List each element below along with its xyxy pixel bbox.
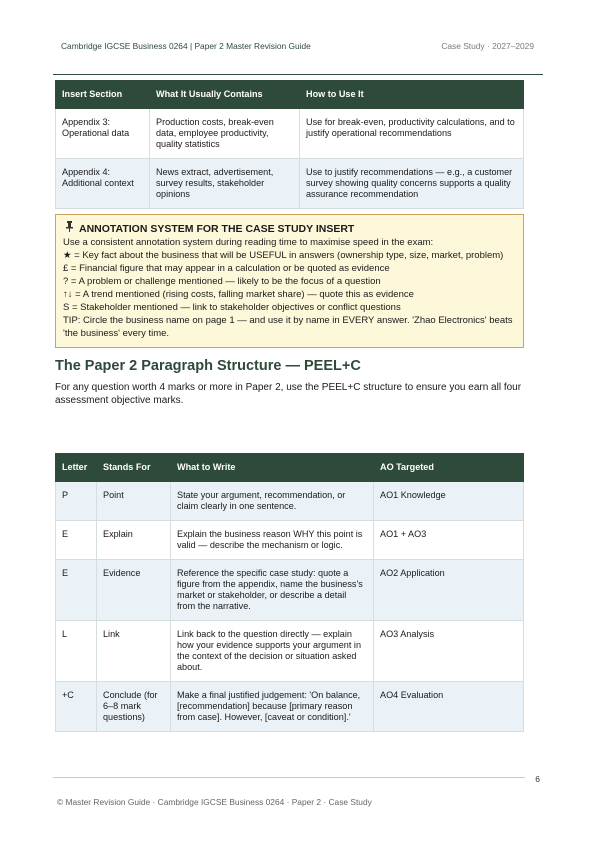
column-header: What to Write: [171, 454, 374, 482]
page-number: 6: [535, 774, 540, 784]
header-divider: [53, 74, 543, 75]
page-footer: © Master Revision Guide · Cambridge IGCSE Business 0264 · Paper 2 · Case Study: [57, 797, 372, 807]
page-header: [57, 37, 538, 53]
table-row: [56, 482, 524, 521]
table-cell: Appendix 4: Additional context: [56, 159, 150, 209]
table-cell: Make a final justified judgement: 'On balance, [recommendation] because [primary reason from case]. However, [caveat or condition].': [171, 682, 374, 732]
table-cell: L: [56, 621, 97, 682]
table-cell: Evidence: [97, 560, 171, 621]
table-cell: Point: [97, 482, 171, 521]
table-cell: Explain: [97, 521, 171, 560]
table-cell: Explain the business reason WHY this point is valid — describe the mechanism or logic.: [171, 521, 374, 560]
table-cell: AO1 + AO3: [374, 521, 524, 560]
table-cell: AO4 Evaluation: [374, 682, 524, 732]
section-title: The Paper 2 Paragraph Structure — PEEL+C: [55, 358, 361, 374]
table-cell: E: [56, 560, 97, 621]
header-subtitle: Case Study · 2027–2029: [441, 41, 534, 51]
annotation-callout: [55, 214, 524, 348]
table-cell: Appendix 3: Operational data: [56, 109, 150, 159]
table-cell: AO1 Knowledge: [374, 482, 524, 521]
table-cell: AO3 Analysis: [374, 621, 524, 682]
table-cell: AO2 Application: [374, 560, 524, 621]
table-row: [56, 682, 524, 732]
section-intro: For any question worth 4 marks or more in Paper 2, use the PEEL+C structure to ensure you earn all four assessment objective marks.: [55, 382, 522, 406]
table-cell: P: [56, 482, 97, 521]
table-row: [56, 109, 524, 159]
peel-structure-table: [55, 453, 524, 732]
column-header: Stands For: [97, 454, 171, 482]
table-cell: Production costs, break-even data, employee productivity, quality statistics: [150, 109, 300, 159]
table-cell: Conclude (for 6–8 mark questions): [97, 682, 171, 732]
table-cell: Use to justify recommendations — e.g., a customer survey showing quality concerns supports a quality assurance recommendation: [300, 159, 524, 209]
column-header: How to Use It: [300, 81, 524, 109]
column-header: Insert Section: [56, 81, 150, 109]
table-row: [56, 521, 524, 560]
table-cell: Reference the specific case study: quote a figure from the appendix, name the business's market or stakeholder, or describe a detail from the narrative.: [171, 560, 374, 621]
callout-line: £ = Financial figure that may appear in a calculation or be quoted as evidence: [63, 263, 390, 274]
table-cell: E: [56, 521, 97, 560]
insert-sections-table: [55, 80, 524, 209]
table-cell: State your argument, recommendation, or claim clearly in one sentence.: [171, 482, 374, 521]
callout-line: ↑↓ = A trend mentioned (rising costs, falling market share) — quote this as evidence: [63, 289, 414, 300]
footer-divider: [53, 777, 525, 778]
callout-line: S = Stakeholder mentioned — link to stakeholder objectives or conflict questions: [63, 302, 401, 313]
table-row: [56, 560, 524, 621]
callout-line: ? = A problem or challenge mentioned — likely to be the focus of a question: [63, 276, 381, 287]
table-row: [56, 159, 524, 209]
table-cell: Link: [97, 621, 171, 682]
table-cell: Use for break-even, productivity calculations, and to justify operational recommendations: [300, 109, 524, 159]
callout-title-row: [65, 221, 516, 236]
table-cell: News extract, advertisement, survey results, stakeholder opinions: [150, 159, 300, 209]
column-header: AO Targeted: [374, 454, 524, 482]
table-header-row: [56, 81, 524, 109]
callout-line: Use a consistent annotation system during reading time to maximise speed in the exam:: [63, 237, 434, 248]
header-title: Cambridge IGCSE Business 0264 | Paper 2 Master Revision Guide: [61, 41, 311, 51]
pushpin-icon: [65, 221, 79, 236]
column-header: Letter: [56, 454, 97, 482]
table-cell: +C: [56, 682, 97, 732]
column-header: What It Usually Contains: [150, 81, 300, 109]
callout-line: ★ = Key fact about the business that will be USEFUL in answers (ownership type, size, market, problem): [63, 250, 504, 261]
table-header-row: [56, 454, 524, 482]
table-row: [56, 621, 524, 682]
callout-title: ANNOTATION SYSTEM FOR THE CASE STUDY INSERT: [79, 223, 355, 235]
table-cell: Link back to the question directly — explain how your evidence supports your argument in the context of the decision or situation asked about.: [171, 621, 374, 682]
callout-tip: TIP: Circle the business name on page 1 — and use it by name in EVERY answer. 'Zhao Electronics' beats 'the business' every time.: [63, 315, 513, 339]
